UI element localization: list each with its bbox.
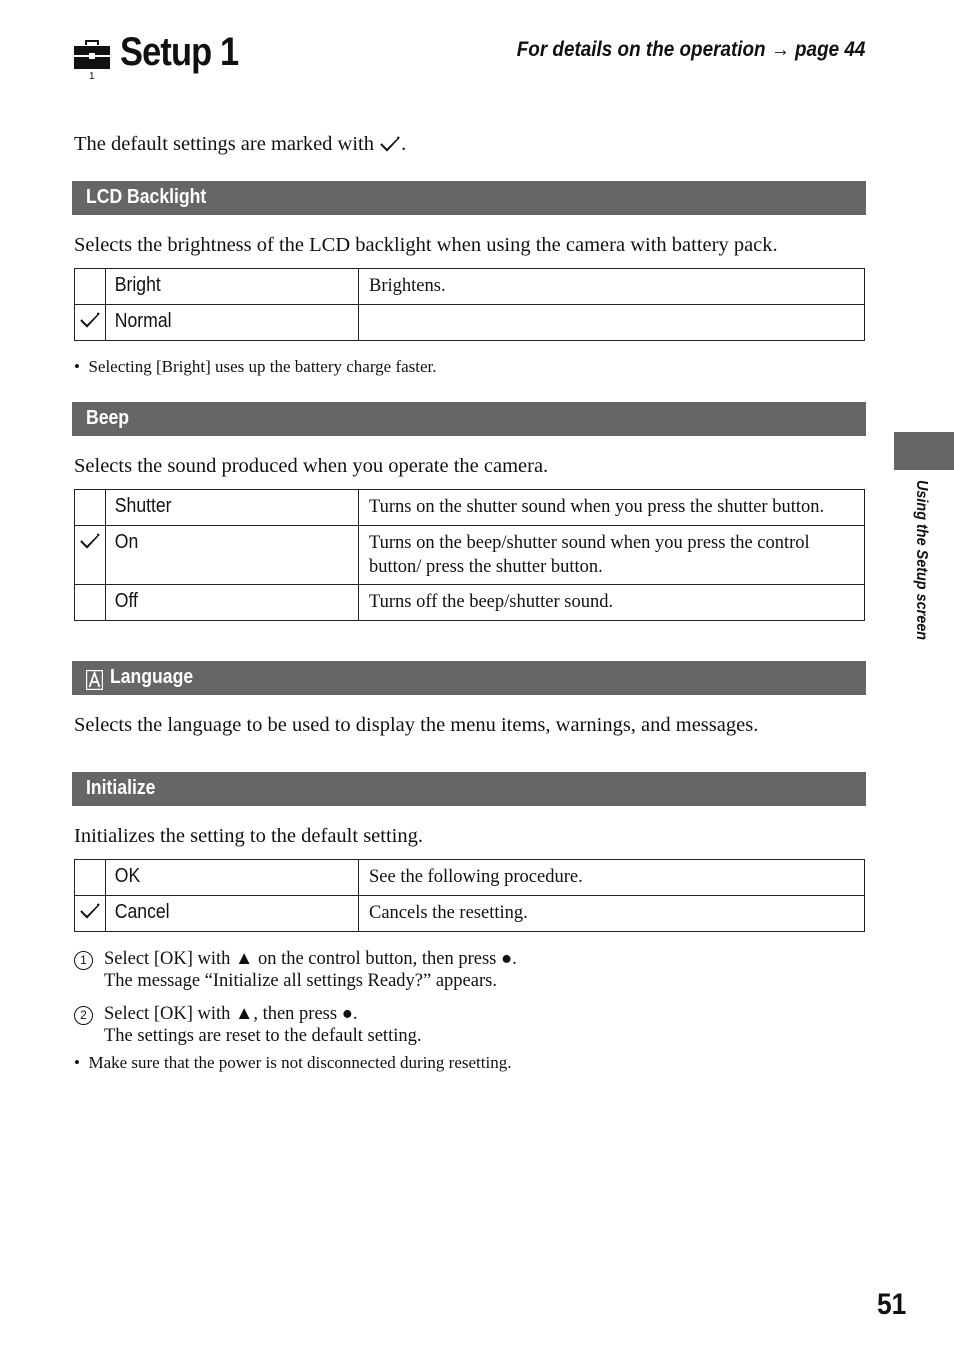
beep-options-table — [74, 489, 865, 621]
title-icon-subscript: 1 — [89, 71, 95, 82]
section-title: LCD Backlight — [86, 186, 207, 208]
section-title: Language — [110, 666, 194, 688]
section-title: Initialize — [86, 777, 156, 799]
section-header-initialize — [72, 772, 866, 806]
note-text: Make sure that the power is not disconnected during resetting. — [88, 1053, 512, 1072]
intro-text: The default settings are marked with — [74, 133, 374, 155]
default-check-icon — [79, 902, 101, 920]
side-tab-marker — [894, 432, 954, 470]
note-text: Selecting [Bright] uses up the battery charge faster. — [88, 357, 437, 376]
table-row — [75, 585, 865, 621]
step-text: Select [OK] with ▲, then press ●. The settings are reset to the default setting. — [104, 1004, 422, 1046]
details-reference: For details on the operation → page 44 — [516, 38, 865, 61]
default-check-icon — [379, 135, 401, 153]
table-row — [75, 269, 865, 305]
procedure-step-1 — [74, 948, 854, 994]
option-name: Bright — [114, 274, 161, 296]
option-name: On — [114, 531, 139, 553]
intro-line — [74, 133, 406, 156]
default-marker-cell — [75, 269, 106, 305]
lcd-options-table — [74, 268, 865, 341]
table-row — [75, 896, 865, 932]
lcd-note: • Selecting [Bright] uses up the battery charge faster. — [74, 357, 437, 376]
step-text: Select [OK] with ▲ on the control button, then press ●. The message “Initialize all settings Ready?” appears. — [104, 949, 517, 991]
default-check-icon — [79, 311, 101, 329]
default-check-icon — [79, 532, 101, 550]
page-number: 51 — [876, 1288, 906, 1321]
language-a-icon — [86, 670, 103, 690]
table-row — [75, 305, 865, 341]
initialize-description: Initializes the setting to the default setting. — [74, 825, 423, 847]
beep-description: Selects the sound produced when you operate the camera. — [74, 455, 549, 477]
section-header-beep — [72, 402, 866, 436]
option-name: Cancel — [114, 901, 170, 923]
language-description: Selects the language to be used to display the menu items, warnings, and messages. — [74, 714, 759, 736]
step-number: 2 — [74, 1006, 93, 1025]
page-title: Setup 1 — [120, 30, 239, 74]
lcd-description: Selects the brightness of the LCD backlight when using the camera with battery pack. — [74, 234, 778, 256]
procedure-step-2 — [74, 1003, 854, 1049]
table-row — [75, 490, 865, 526]
option-description — [359, 305, 865, 341]
section-title: Beep — [86, 407, 130, 429]
option-description: Brightens. — [359, 269, 865, 305]
option-description: Cancels the resetting. — [359, 896, 865, 932]
option-name: Off — [114, 590, 138, 612]
intro-suffix: . — [401, 133, 407, 155]
option-description: Turns off the beep/shutter sound. — [359, 585, 865, 621]
option-description: Turns on the shutter sound when you press the shutter button. — [359, 490, 865, 526]
table-row — [75, 860, 865, 896]
option-name: Shutter — [114, 495, 172, 517]
table-row — [75, 526, 865, 585]
option-name: Normal — [114, 310, 172, 332]
section-header-language — [72, 661, 866, 695]
step-number: 1 — [74, 951, 93, 970]
initialize-note: • Make sure that the power is not disconnected during resetting. — [74, 1053, 512, 1072]
section-header-lcd-backlight — [72, 181, 866, 215]
side-tab-label: Using the Setup screen — [913, 480, 930, 641]
option-description: See the following procedure. — [359, 860, 865, 896]
option-description: Turns on the beep/shutter sound when you press the control button/ press the shutter button. — [359, 526, 865, 585]
option-name: OK — [114, 865, 141, 887]
initialize-options-table — [74, 859, 865, 932]
